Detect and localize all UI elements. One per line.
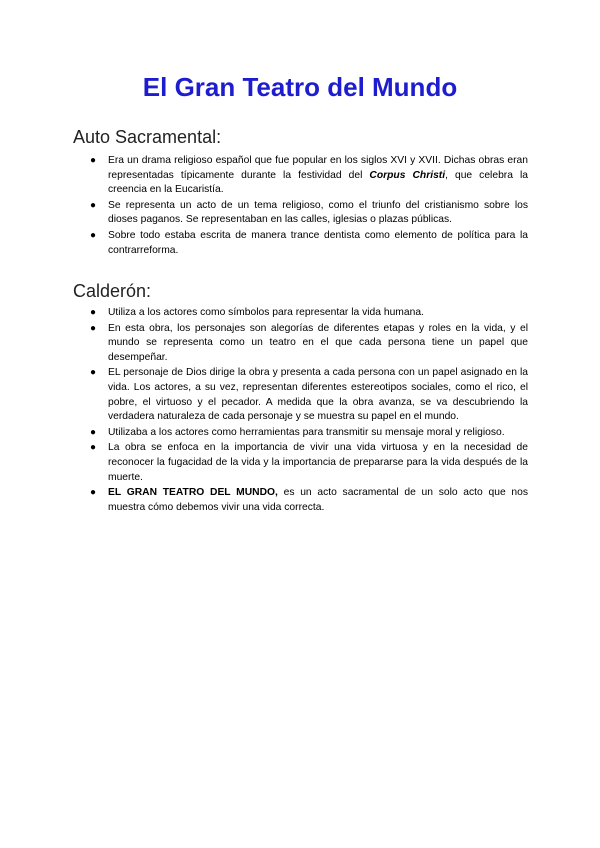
auto-sacramental-list	[90, 154, 528, 259]
list-item-text: EL personaje de Dios dirige la obra y presenta a cada persona con un papel asignado en la vida. Los actores, a su vez, representan diferentes estereotipos sociales, como el rico, el pobre, el virtuoso y el pecador. A medida que la obra avanza, se va descubriendo la verdadera naturaleza de cada personaje y se muestra su papel en el mundo.	[108, 367, 528, 423]
list-item-text: Utilizaba a los actores como herramientas para transmitir su mensaje moral y religioso.	[108, 426, 505, 438]
bullet-icon: ●	[90, 442, 97, 454]
list-item	[90, 199, 528, 228]
list-item	[90, 441, 528, 485]
bullet-icon: ●	[90, 487, 97, 499]
calderon-list	[90, 306, 528, 516]
list-item	[90, 426, 528, 441]
list-item-text: Utiliza a los actores como símbolos para representar la vida humana.	[108, 307, 424, 318]
list-item-text: Se representa un acto de un tema religioso, como el triunfo del cristianismo sobre los dioses paganos. Se representaban en las calles, iglesias o plazas públicas.	[108, 199, 528, 226]
list-item	[90, 366, 528, 424]
list-item-text: En esta obra, los personajes son alegorías de diferentes etapas y roles en la vida, y el mundo se representa como un teatro en el que cada persona tiene un papel que desempeñar.	[108, 322, 528, 363]
list-item-text: La obra se enfoca en la importancia de vivir una vida virtuosa y en la necesidad de reconocer la fugacidad de la vida y la importancia de prepararse para la vida después de la muerte.	[108, 442, 528, 483]
list-item-strong: EL GRAN TEATRO DEL MUNDO,	[108, 487, 278, 499]
bullet-icon: ●	[90, 229, 97, 241]
section-heading-auto-sacramental: Auto Sacramental:	[73, 127, 222, 147]
list-item-text: Sobre todo estaba escrita de manera trance dentista como elemento de política para la contrarreforma.	[108, 229, 528, 256]
bullet-icon: ●	[90, 307, 97, 318]
list-item	[90, 306, 528, 321]
bullet-icon: ●	[90, 155, 97, 166]
bullet-icon: ●	[90, 367, 97, 379]
list-item-text: , que celebra la creencia en la Eucaristía.	[108, 169, 528, 196]
list-item	[90, 154, 528, 198]
list-item-text: es un acto sacramental de un solo acto que nos muestra cómo debemos vivir una vida correcta.	[108, 487, 528, 513]
list-item	[90, 229, 528, 258]
bullet-icon: ●	[90, 199, 97, 211]
section-heading-calderon: Calderón:	[73, 281, 152, 301]
list-item	[90, 486, 528, 515]
bullet-icon: ●	[90, 426, 97, 438]
list-item-emphasis: Corpus Christi	[369, 169, 446, 181]
list-item-text: Era un drama religioso español que fue popular en los siglos XVI y XVII. Dichas obras eran representadas típicamente durante la festividad del	[108, 155, 528, 181]
list-item	[90, 322, 528, 366]
bullet-icon: ●	[90, 322, 97, 334]
page-title: El Gran Teatro del Mundo	[142, 72, 458, 102]
